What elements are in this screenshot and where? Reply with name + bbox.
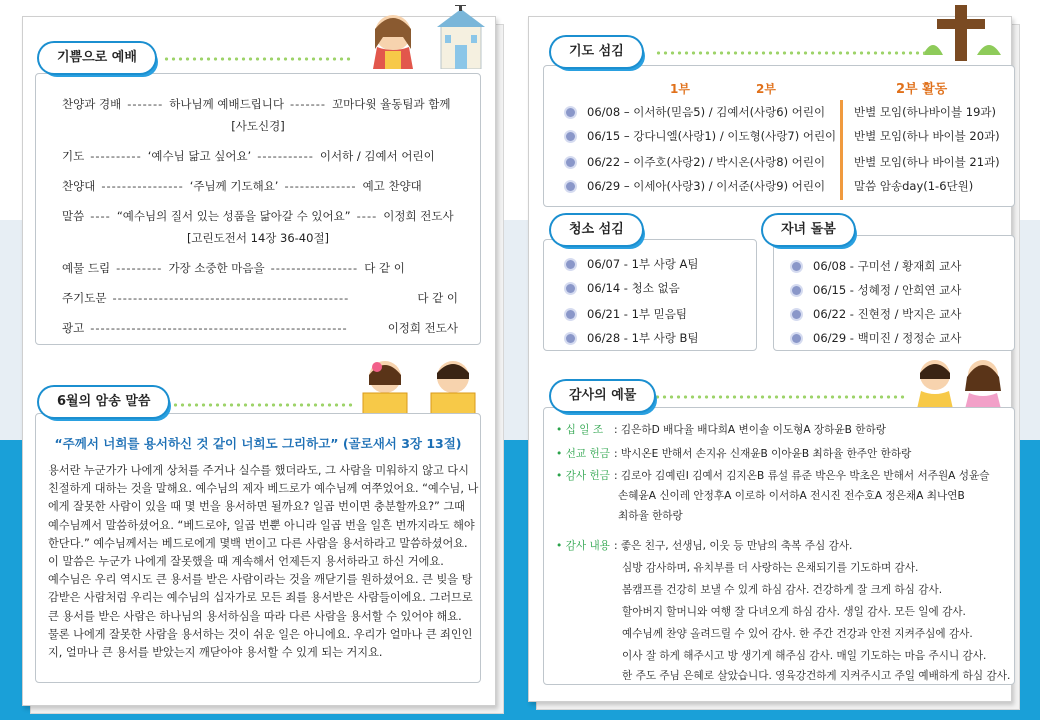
childcare-row: 06/08 - 구미선 / 황재희 교사	[792, 258, 961, 274]
dots-divider	[163, 55, 353, 63]
dots-divider	[655, 49, 925, 57]
bullet-icon	[566, 334, 575, 343]
verse-line: 큰 용서를 받은 사람은 하나님의 용서하심을 따라 다른 사람을 용서할 수 있어야 해요.	[48, 609, 462, 623]
tithe-row: • 십 일 조 : 김은하D 배다율 배다희A 변이솔 이도형A 장하윤B 한하랑	[556, 424, 886, 436]
thanks-content-line: 이사 잘 하게 해주시고 방 생기게 해주심 감사. 매일 기도하는 마음 주시니 감사.	[622, 650, 987, 662]
bullet-icon	[566, 284, 575, 293]
cleaning-title: 청소 섬김	[551, 215, 642, 245]
thanks-content-line: 예수님께 찬양 올려드릴 수 있어 감사. 한 주간 건강과 안전 지켜주심에 감사.	[622, 628, 973, 640]
thanks-offering-line: 최하율 한하랑	[618, 510, 683, 522]
verse-line: 용서란 누군가가 나에게 상처를 주거나 실수를 했더라도, 그 사람을 미워하지 않고 다시	[48, 464, 469, 477]
thanks-offering-line: 손혜윤A 신이레 안정후A 이로하 이서하A 전시진 전수호A 정은채A 최나연B	[618, 490, 965, 502]
worship-row: 찬양대 ---------------- ‘주님께 기도해요’ -------------- 예고 찬양대	[62, 179, 422, 193]
prayer-title: 기도 섬김	[551, 37, 642, 67]
cleaning-row: 06/14 - 청소 없음	[566, 280, 680, 296]
verse-title: “주께서 너희를 용서하신 것 같이 너희도 그리하고” (골로새서 3장 13절)	[54, 436, 462, 451]
memory-title: 6월의 암송 말씀	[39, 387, 168, 417]
childcare-row: 06/15 - 성혜정 / 안희연 교사	[792, 282, 961, 298]
verse-line: 이 말씀은 누군가 나에게 잘못했을 때 계속해서 언제든지 용서하라고 하신 거에요.	[48, 555, 444, 569]
thanks-content-line: 봄캠프를 건강히 보낼 수 있게 하심 감사. 건강하게 잘 크게 하심 감사.	[622, 584, 943, 596]
worship-row: 말씀 ---- “예수님의 질서 있는 성품을 닮아갈 수 있어요” ---- 이정희 전도사	[62, 209, 454, 223]
left-page	[22, 16, 496, 706]
prayer-activity: 반별 모임(하나바이블 19과)	[854, 105, 997, 119]
bullet-icon	[566, 132, 575, 141]
thanks-content-line: 할아버지 할머니와 여행 잘 다녀오게 하심 감사. 생일 감사. 모든 일에 감사.	[622, 606, 966, 618]
verse-body	[48, 462, 479, 662]
childcare-row: 06/29 - 백미진 / 정정순 교사	[792, 330, 961, 346]
praying-kids-illustration	[909, 355, 1009, 409]
bullet-icon	[792, 262, 801, 271]
kids-reading-illustration	[357, 355, 483, 419]
verse-line: 물론 나에게 잘못한 사람을 용서하는 것이 쉬운 일은 아니에요. 우리가 얼마나 큰 죄인인	[48, 627, 473, 641]
cleaning-row: 06/21 - 1부 믿음팀	[566, 306, 687, 322]
prayer-activity: 반별 모임(하나 바이블 21과)	[854, 155, 1000, 169]
bullet-icon	[566, 260, 575, 269]
prayer-panel	[543, 65, 1015, 207]
right-page	[528, 16, 1012, 702]
cleaning-row: 06/07 - 1부 사랑 A팀	[566, 256, 699, 272]
mission-row: • 선교 헌금 : 박시온E 반해서 손지유 신재윤B 이아윤B 최하율 한주안 한하랑	[556, 448, 912, 460]
prayer-activity: 반별 모임(하나 바이블 20과)	[854, 129, 1000, 143]
prayer-row: 06/29 – 이세아(사랑3) / 이서준(사랑9) 어린이	[566, 178, 825, 194]
verse-line: 감받은 사람처럼 우리는 예수님의 십자가로 모든 죄를 용서받은 사람들이에요. 그러므로	[48, 591, 473, 605]
memory-panel	[35, 413, 481, 683]
bullet-icon	[792, 286, 801, 295]
cross-illustration	[919, 5, 1005, 61]
worship-row: 주기도문 ---------------------------------------------- 다 같 이	[62, 291, 458, 305]
worship-row: 기도 ---------- ‘예수님 닮고 싶어요’ ----------- 이서하 / 김예서 어린이	[62, 149, 435, 163]
bullet-icon	[566, 158, 575, 167]
childcare-row: 06/22 - 진현정 / 박지은 교사	[792, 306, 961, 322]
prayer-row: 06/22 – 이주호(사랑2) / 박시온(사랑8) 어린이	[566, 154, 825, 170]
dots-divider	[165, 401, 355, 409]
childcare-panel	[773, 235, 1015, 351]
prayer-col2-header: 2부	[756, 82, 776, 96]
jesus-church-illustration	[363, 5, 503, 69]
bullet-icon	[566, 108, 575, 117]
childcare-title: 자녀 돌봄	[763, 215, 854, 245]
worship-sub: [고린도전서 14장 36-40절]	[186, 231, 330, 245]
bullet-icon	[792, 310, 801, 319]
prayer-col1-header: 1부	[670, 82, 690, 96]
verse-line: 예수님께서 말씀하셨어요. “베드로야, 일곱 번뿐 아니라 일곱 번을 일흔 번까지라도 해야	[48, 518, 475, 532]
thanks-panel	[543, 407, 1015, 685]
thanks-content-line: 심방 감사하며, 유치부를 더 사랑하는 은채되기를 기도하며 감사.	[622, 562, 919, 574]
worship-row: 예물 드림 --------- 가장 소중한 마음을 ----------------- 다 같 이	[62, 261, 405, 275]
thanks-content-row: • 감사 내용 : 좋은 친구, 선생님, 이웃 등 만남의 축복 주심 감사.	[556, 540, 853, 552]
verse-line: 지, 얼마나 큰 용서를 받았는지 깨닫아야 용서할 수 있게 되는 거지요.	[48, 646, 383, 660]
worship-row: 찬양과 경배 ------- 하나님께 예배드립니다 ------- 꼬마다윗 율동팀과 함께	[62, 97, 451, 111]
bullet-icon	[792, 334, 801, 343]
prayer-activity-header: 2부 활동	[896, 82, 948, 97]
verse-line: 예수님은 우리 역시도 큰 용서를 받은 사람이라는 것을 깨닫기를 원하셨어요. 큰 빚을 탕	[48, 573, 473, 587]
worship-row: 광고 -------------------------------------------------- 이정희 전도사	[62, 321, 458, 335]
bullet-icon	[566, 182, 575, 191]
prayer-divider	[840, 100, 843, 200]
cleaning-row: 06/28 - 1부 사랑 B팀	[566, 330, 699, 346]
worship-sub: [사도신경]	[231, 119, 285, 133]
thanks-title: 감사의 예물	[551, 381, 654, 411]
verse-line: 한단다.” 예수님께서는 베드로에게 몇백 번이고 다른 사람을 용서하라고 말씀하셨어요.	[48, 536, 468, 550]
thanks-content-line: 한 주도 주님 은혜로 살았습니다. 영육강건하게 지켜주시고 주일 예배하게 하심 감사.	[622, 670, 1011, 682]
worship-title: 기쁨으로 예배	[39, 43, 155, 73]
verse-line: 친절하게 대하는 것을 말해요. 예수님의 제자 베드로가 예수님께 여쭈었어요. “예수님, 나	[48, 482, 479, 496]
prayer-activity: 말씀 암송day(1-6단원)	[854, 179, 974, 193]
prayer-row: 06/15 – 강다니엘(사랑1) / 이도형(사랑7) 어린이	[566, 128, 836, 144]
dots-divider	[647, 393, 907, 401]
thanks-offering-row: • 감사 헌금 : 김로아 김예린I 김예서 김지온B 류설 류준 박은우 박초은 반해서 서주원A 성윤슬	[556, 470, 990, 482]
verse-line: 에게 잘못한 사람이 있을 때 몇 번을 용서하면 될까요? 일곱 번이면 충분할까요?” 그때	[48, 500, 465, 514]
prayer-row: 06/08 – 이서하(믿음5) / 김예서(사랑6) 어린이	[566, 104, 825, 120]
cleaning-panel	[543, 239, 757, 351]
bullet-icon	[566, 310, 575, 319]
worship-order-panel	[35, 73, 481, 345]
